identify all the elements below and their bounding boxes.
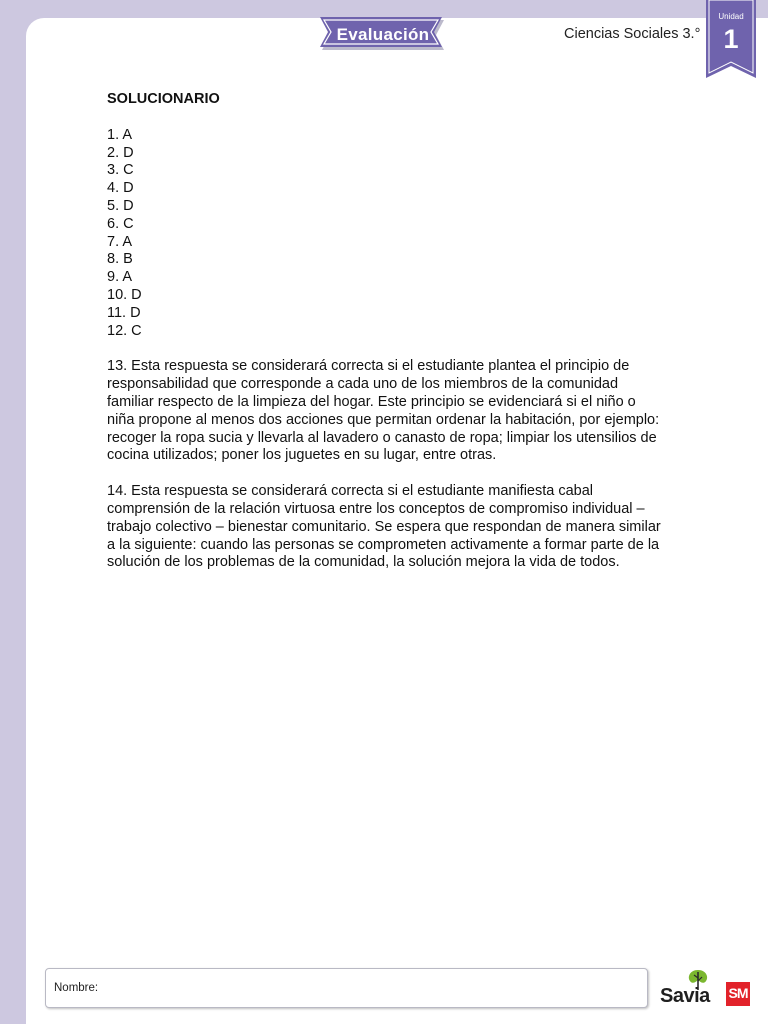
answer-list xyxy=(107,127,667,341)
answer-item: 8. B xyxy=(107,251,133,268)
unit-number: 1 xyxy=(723,24,739,54)
answer-paragraph: 13. Esta respuesta se considerará correcta si el estudiante plantea el principio de responsabilidad que corresponde a cada uno de los miembros de la comunidad familiar respecto de la limpieza del hogar. Este principio se evidenciará si el niño o niña propone al menos dos acciones que permitan ordenar la habitación, por ejemplo: recoger la ropa sucia y llevarla al lavadero o canasto de ropa; limpiar los utensilios de cocina utilizados; poner los juguetes en su lugar, entre otras. xyxy=(107,358,660,464)
answer-item: 7. A xyxy=(107,233,132,250)
answer-item: 9. A xyxy=(107,269,132,286)
unit-tab xyxy=(706,0,756,80)
answer-item: 5. D xyxy=(107,197,134,214)
answer-item: 2. D xyxy=(107,144,134,161)
answer-key xyxy=(107,91,667,590)
answer-item: 4. D xyxy=(107,180,134,197)
name-field[interactable] xyxy=(45,968,648,1008)
unit-word: Unidad xyxy=(718,12,744,21)
answer-item: 10. D xyxy=(107,286,142,303)
answer-item: 6. C xyxy=(107,215,134,232)
name-label: Nombre: xyxy=(54,982,99,994)
subject-title: Ciencias Sociales 3.° xyxy=(564,26,701,42)
savia-wordmark: Savia xyxy=(660,985,710,1007)
answer-item: 12. C xyxy=(107,322,142,339)
page-title: SOLUCIONARIO xyxy=(107,91,220,107)
sm-wordmark: SM xyxy=(728,985,748,1001)
answer-item: 11. D xyxy=(107,304,141,321)
evaluation-label: Evaluación xyxy=(336,25,430,44)
sm-logo xyxy=(726,982,750,1006)
answer-item: 3. C xyxy=(107,162,134,179)
answer-paragraph: 14. Esta respuesta se considerará correcta si el estudiante manifiesta cabal comprensión de la relación virtuosa entre los conceptos de compromiso individual – trabajo colectivo – bienestar comunitario. Se espera que respondan de manera similar a la siguiente: cuando las personas se comprometen activamente a formar parte de la solución de los problemas de la comunidad, la solución mejora la vida de todos. xyxy=(107,483,661,571)
savia-logo xyxy=(660,968,718,1012)
evaluation-banner xyxy=(318,14,448,56)
answer-item: 1. A xyxy=(107,126,132,143)
